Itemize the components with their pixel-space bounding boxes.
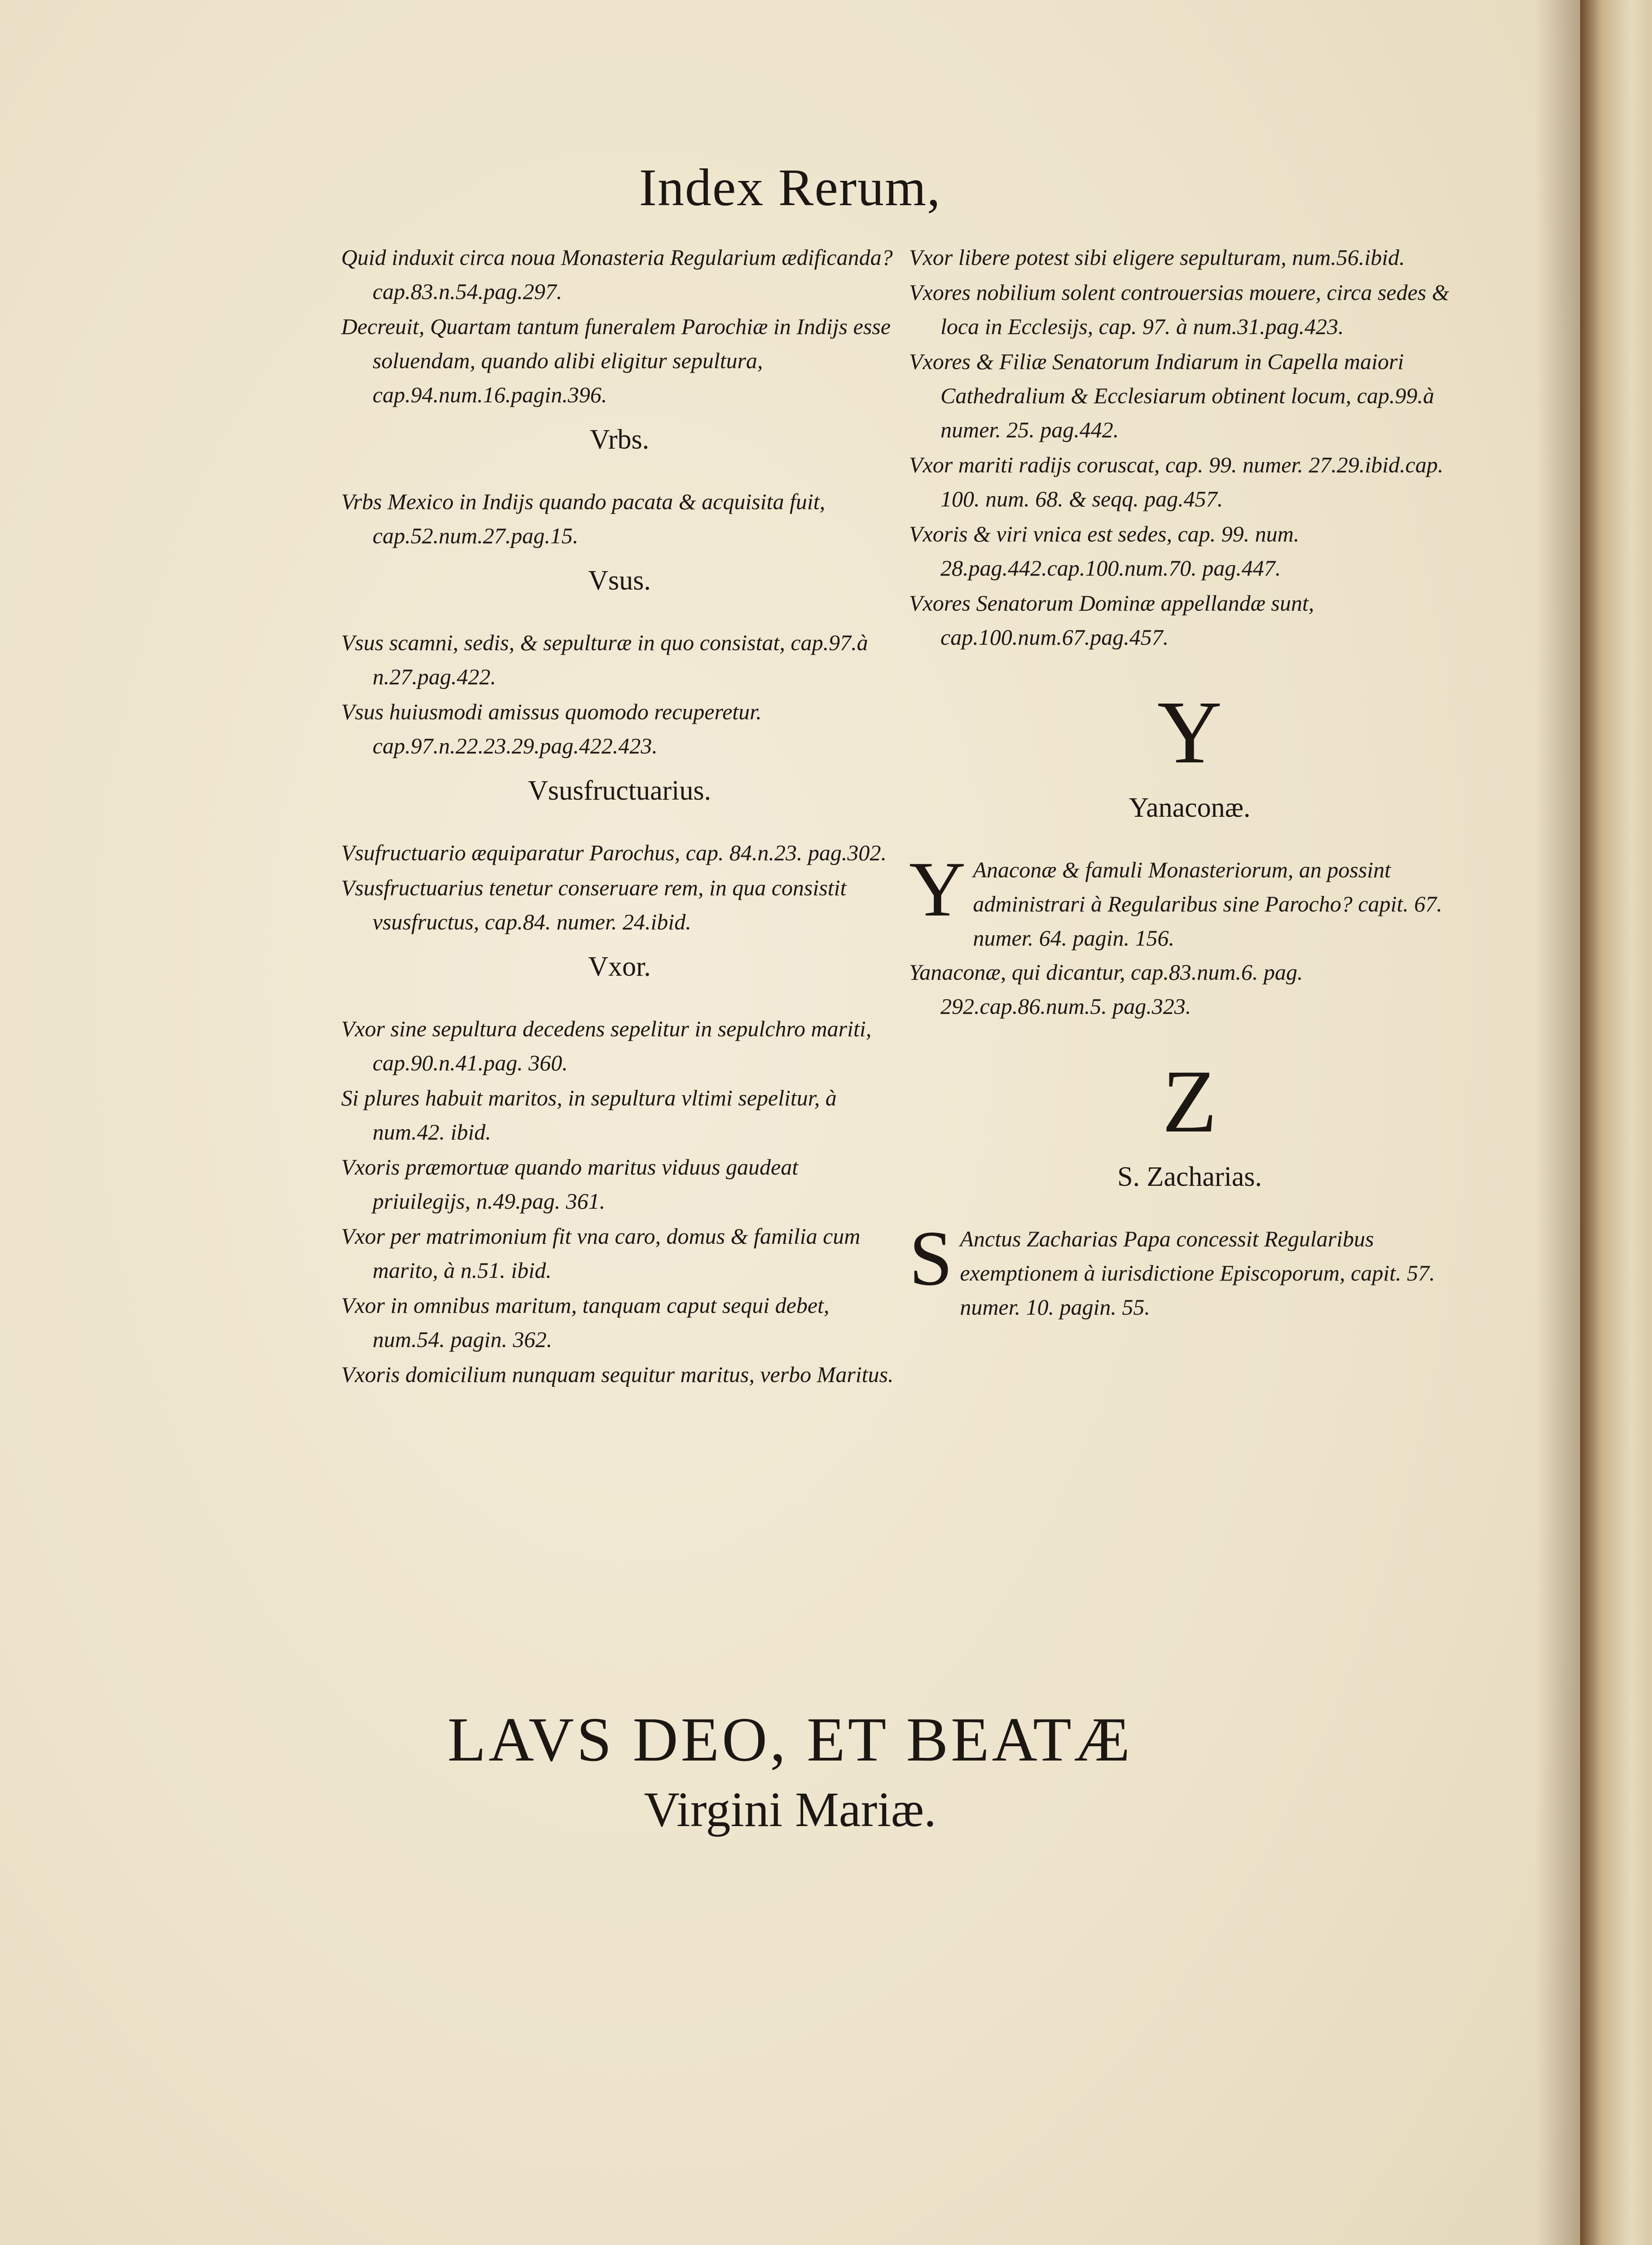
gutter-shadow <box>1535 0 1580 2245</box>
index-entry-dropcap <box>909 1222 1470 1324</box>
index-entry: Vsufructuario æquiparatur Parochus, cap. 84.n.23. pag.302. <box>341 840 887 865</box>
closing-line-laus: LAVS DEO, ET BEATÆ <box>447 1705 1133 1774</box>
section-heading-usufructuarius: Vsusfructuarius. <box>527 775 712 806</box>
index-entry-dropcap <box>909 853 1470 955</box>
adjacent-page-edge <box>1580 0 1652 2245</box>
section-heading-uxor: Vxor. <box>588 951 651 982</box>
index-entry: Vxor per matrimonium fit vna caro, domus & familia cum marito, à n.51. ibid. <box>341 1224 861 1283</box>
index-entry: Quid induxit circa noua Monasteria Regularium ædificanda? cap.83.n.54.pag.297. <box>341 245 893 304</box>
index-entry: Vxor in omnibus maritum, tanquam caput sequi debet, num.54. pagin. 362. <box>341 1293 830 1352</box>
section-heading-usus: Vsus. <box>588 565 651 596</box>
index-entry: Vxores & Filiæ Senatorum Indiarum in Capella maiori Cathedralium & Ecclesiarum obtinent locum, cap.99.à numer. 25. pag.442. <box>909 349 1434 442</box>
page-title: Index Rerum, <box>639 158 941 217</box>
index-entry: Vxoris & viri vnica est sedes, cap. 99. num. 28.pag.442.cap.100.num.70. pag.447. <box>909 521 1300 581</box>
section-heading-zacharias: S. Zacharias. <box>1117 1162 1262 1192</box>
index-entry: Vxoris domicilium nunquam sequitur maritus, verbo Maritus. <box>341 1362 894 1387</box>
index-entry: Vsus scamni, sedis, & sepulturæ in quo consistat, cap.97.à n.27.pag.422. <box>341 630 868 689</box>
index-entry: Vxores nobilium solent controuersias mouere, circa sedes & loca in Ecclesijs, cap. 97. à num.31.pag.423. <box>909 280 1450 339</box>
index-entry: Yanaconæ, qui dicantur, cap.83.num.6. pag. 292.cap.86.num.5. pag.323. <box>909 960 1303 1019</box>
index-entry-text: Anaconæ & famuli Monasteriorum, an possint administrari à Regularibus sine Parocho? capit. 67. numer. 64. pagin. 156. <box>973 857 1442 951</box>
index-entry: Vxores Senatorum Dominæ appellandæ sunt, cap.100.num.67.pag.457. <box>909 590 1314 650</box>
index-entry: Vrbs Mexico in Indijs quando pacata & acquisita fuit, cap.52.num.27.pag.15. <box>341 489 826 548</box>
closing-line-virgini: Virgini Mariæ. <box>644 1782 936 1837</box>
drop-cap-y: Y <box>909 853 966 933</box>
right-column <box>909 240 1470 1324</box>
index-entry: Decreuit, Quartam tantum funeralem Parochiæ in Indijs esse soluendam, quando alibi eligitur sepultura, cap.94.num.16.pagin.396. <box>341 314 891 407</box>
index-entry: Vxor mariti radijs coruscat, cap. 99. numer. 27.29.ibid.cap. 100. num. 68. & seqq. pag.457. <box>909 452 1444 511</box>
section-letter-z: Z <box>1162 1052 1217 1151</box>
index-entry: Vxor sine sepultura decedens sepelitur in sepulchro mariti, cap.90.n.41.pag. 360. <box>341 1016 872 1075</box>
index-entry: Si plures habuit maritos, in sepultura vltimi sepelitur, à num.42. ibid. <box>341 1085 837 1145</box>
left-column <box>341 240 898 1392</box>
index-entry-text: Anctus Zacharias Papa concessit Regularibus exemptionem à iurisdictione Episcoporum, capit. 57. numer. 10. pagin. 55. <box>960 1226 1435 1320</box>
index-entry: Vxor libere potest sibi eligere sepulturam, num.56.ibid. <box>909 245 1405 270</box>
section-heading-yanaconae: Yanaconæ. <box>1129 792 1251 823</box>
section-heading-urbs: Vrbs. <box>589 424 650 455</box>
index-entry: Vxoris præmortuæ quando maritus viduus gaudeat priuilegijs, n.49.pag. 361. <box>341 1154 799 1214</box>
drop-cap-s: S <box>909 1222 953 1302</box>
section-letter-y: Y <box>1157 683 1222 782</box>
index-entry: Vsusfructuarius tenetur conseruare rem, in qua consistit vsusfructus, cap.84. numer. 24.ibid. <box>341 875 847 934</box>
index-entry: Vsus huiusmodi amissus quomodo recuperetur. cap.97.n.22.23.29.pag.422.423. <box>341 699 762 758</box>
